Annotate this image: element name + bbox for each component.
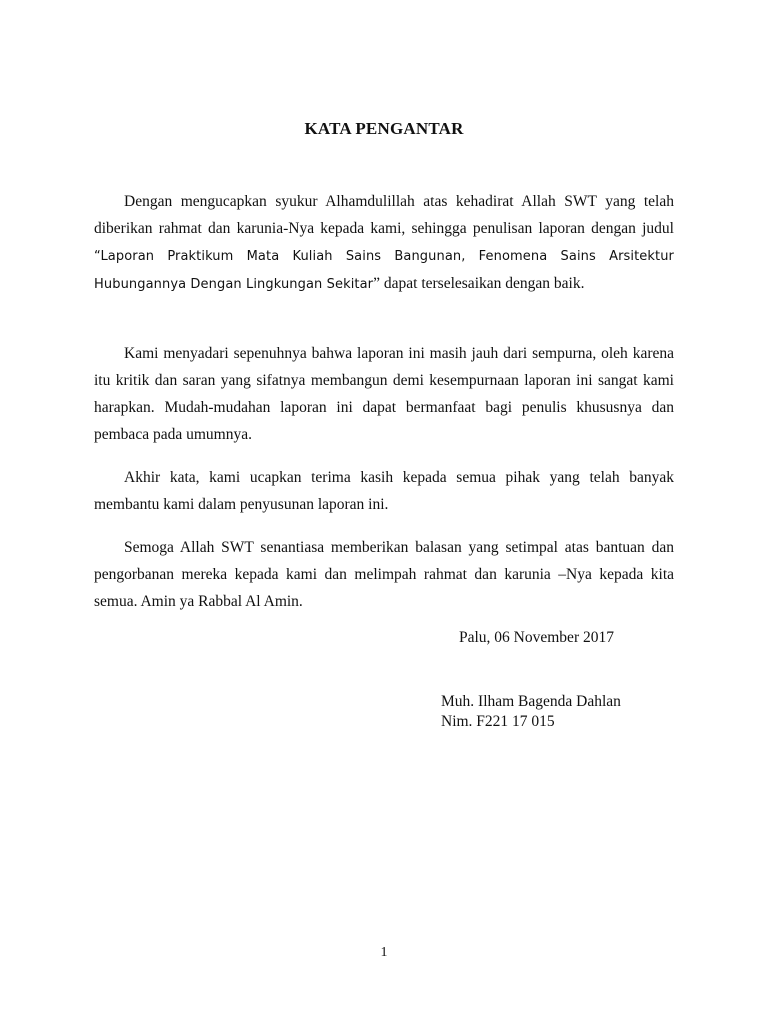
signer-name: Muh. Ilham Bagenda Dahlan bbox=[441, 693, 621, 710]
paragraph-4 bbox=[94, 534, 674, 615]
paragraph-1-ending: dapat terselesaikan dengan baik. bbox=[380, 275, 585, 292]
paragraph-3-text: Akhir kata, kami ucapkan terima kasih kepada semua pihak yang telah banyak membantu kami dalam penyusunan laporan ini. bbox=[94, 469, 674, 513]
place-date: Palu, 06 November 2017 bbox=[459, 629, 614, 646]
paragraph-1 bbox=[94, 188, 674, 298]
quote-open: “ bbox=[94, 249, 101, 264]
quote-close: ” bbox=[373, 275, 381, 292]
paragraph-2-text: Kami menyadari sepenuhnya bahwa laporan ini masih jauh dari sempurna, oleh karena itu kritik dan saran yang sifatnya membangun demi kesempurnaan laporan ini sangat kami harapkan. Mudah-mudahan laporan ini dapat bermanfaat bagi penulis khususnya dan pembaca pada umumnya. bbox=[94, 345, 674, 443]
paragraph-3 bbox=[94, 464, 674, 518]
report-title-quote: Laporan Praktikum Mata Kuliah Sains Bangunan, Fenomena Sains Arsitektur Hubungannya Dengan Lingkungan Sekitar bbox=[94, 249, 674, 292]
paragraph-2 bbox=[94, 340, 674, 448]
signature-block bbox=[441, 692, 621, 732]
paragraph-4-text: Semoga Allah SWT senantiasa memberikan balasan yang setimpal atas bantuan dan pengorbanan mereka kepada kami dan melimpah rahmat dan karunia –Nya kepada kita semua. Amin ya Rabbal Al Amin. bbox=[94, 539, 674, 610]
page-title: KATA PENGANTAR bbox=[304, 119, 464, 138]
signer-id: Nim. F221 17 015 bbox=[441, 713, 555, 730]
page-number: 1 bbox=[380, 945, 388, 960]
paragraph-1-text: Dengan mengucapkan syukur Alhamdulillah atas kehadirat Allah SWT yang telah diberikan rahmat dan karunia-Nya kepada kami, sehingga penulisan laporan dengan judul bbox=[94, 193, 674, 237]
